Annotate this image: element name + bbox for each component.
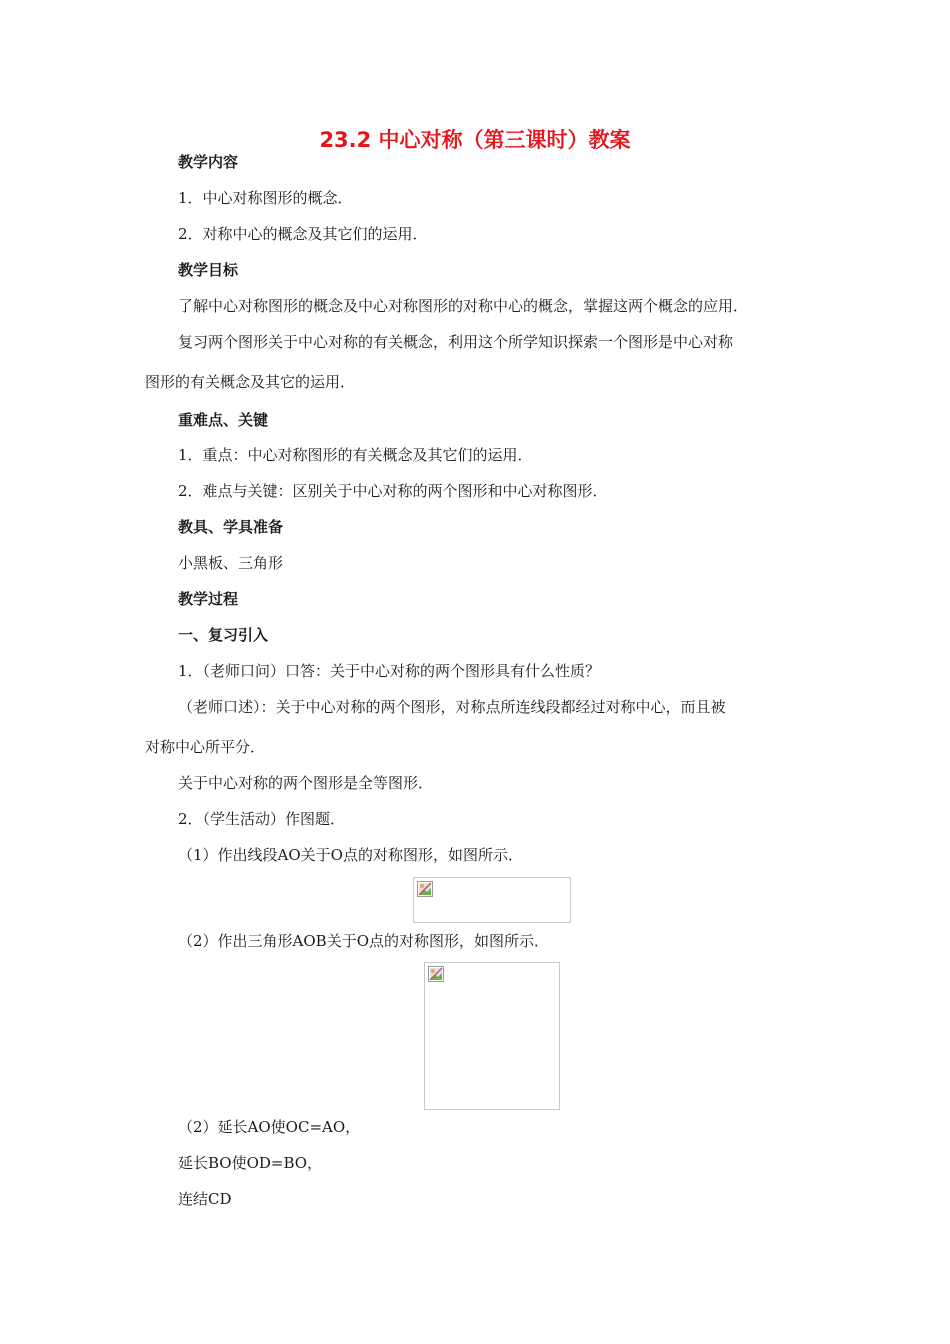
paragraph: （老师口述）：关于中心对称的两个图形，对称点所连线段都经过对称中心，而且被 [178,698,726,716]
paragraph: 1．中心对称图形的概念． [178,189,353,207]
paragraph: 连结CD [178,1190,232,1208]
paragraph: 1．重点：中心对称图形的有关概念及其它们的运用． [178,446,533,464]
paragraph: 延长BO使OD=BO， [178,1154,323,1172]
heading-teaching-process: 教学过程 [178,590,239,608]
heading-teaching-content: 教学内容 [178,153,239,171]
paragraph: 关于中心对称的两个图形是全等图形． [178,774,434,792]
paragraph: （1）作出线段AO关于O点的对称图形，如图所示． [178,846,523,864]
broken-image-icon [417,881,433,897]
paragraph: 了解中心对称图形的概念及中心对称图形的对称中心的概念，掌握这两个概念的应用． [178,297,749,315]
heading-review: 一、复习引入 [178,626,269,644]
heading-teaching-goals: 教学目标 [178,261,239,279]
paragraph: 图形的有关概念及其它的运用． [145,373,356,391]
paragraph: 小黑板、三角形 [178,554,284,572]
heading-key-points: 重难点、关键 [178,411,269,429]
paragraph: 复习两个图形关于中心对称的有关概念，利用这个所学知识探索一个图形是中心对称 [178,333,734,351]
paragraph: 对称中心所平分． [145,738,266,756]
document-title: 23.2 中心对称（第三课时）教案 [319,128,631,152]
figure-placeholder [413,877,571,923]
paragraph: 1．（老师口问）口答：关于中心对称的两个图形具有什么性质？ [178,662,601,680]
paragraph: 2．对称中心的概念及其它们的运用． [178,225,428,243]
paragraph: （2）延长AO使OC=AO， [178,1118,361,1136]
paragraph: 2．（学生活动）作图题． [178,810,346,828]
paragraph: （2）作出三角形AOB关于O点的对称图形，如图所示． [178,932,549,950]
broken-image-icon [428,966,444,982]
heading-tools: 教具、学具准备 [178,518,284,536]
figure-placeholder [424,962,560,1110]
paragraph: 2．难点与关键：区别关于中心对称的两个图形和中心对称图形． [178,482,608,500]
